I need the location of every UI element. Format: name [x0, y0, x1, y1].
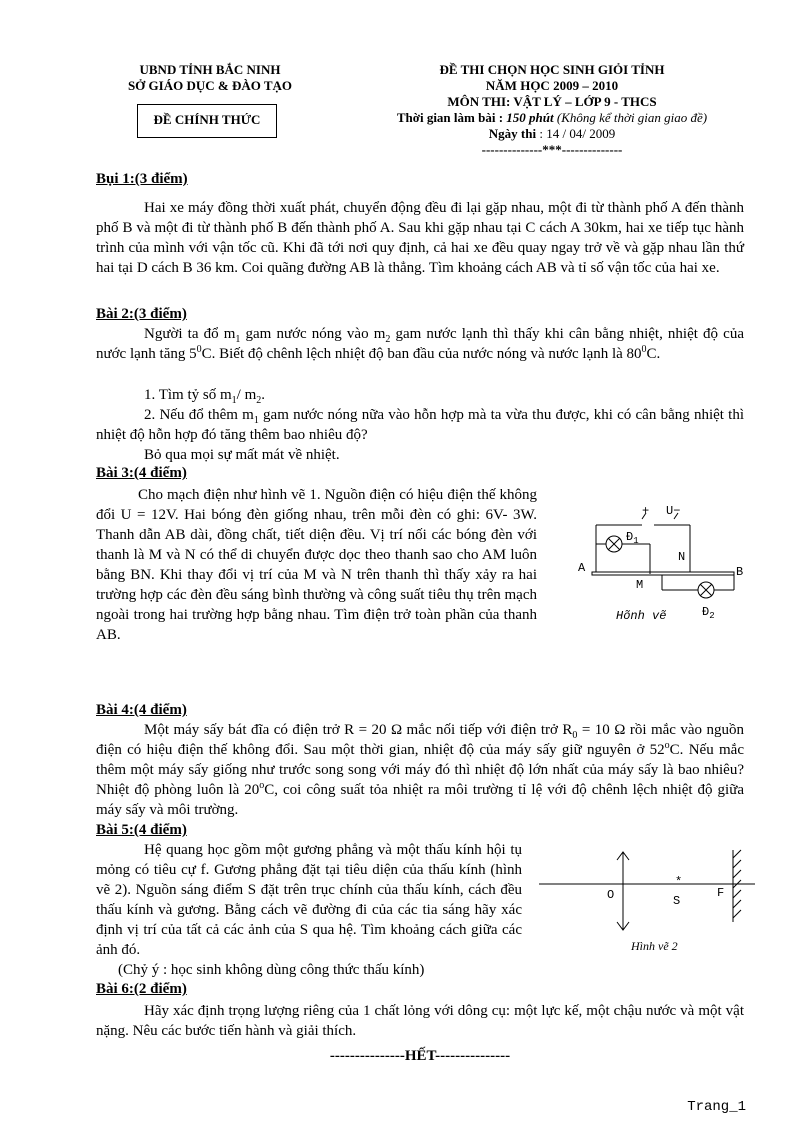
b-label: B: [736, 565, 744, 579]
converging-lens-icon: [617, 852, 629, 930]
q2-title: Bài 2:(3 điểm): [96, 306, 187, 322]
plane-mirror-icon: [733, 850, 741, 922]
exam-title: ĐỀ THI CHỌN HỌC SINH GIỎI TỈNH: [439, 62, 665, 77]
u-label: U−: [666, 504, 681, 518]
official-exam-box: ĐỀ CHÍNH THỨC: [137, 104, 277, 138]
subject: MÔN THI: VẬT LÝ – LỚP 9 - THCS: [447, 94, 657, 109]
a-label: A: [578, 561, 586, 575]
q2-note: Bỏ qua mọi sự mất mát về nhiệt.: [144, 447, 340, 463]
lamp-d2-icon: [698, 582, 714, 598]
m-label: M: [636, 578, 644, 592]
q5-title: Bài 5:(4 điểm): [96, 822, 187, 838]
q2-text: Người ta đổ $m_1$ gam nước nóng vào $m_2$ gam nước lạnh thì thấy khi cân bằng nhiệt, nhiệt độ của nước lạnh tăng $5^0C$. Biết độ chênh lệch nhiệt độ ban đầu của nước nóng và nước lạnh là $80^0C$.: [96, 326, 744, 362]
s-label: S: [673, 894, 681, 908]
q6-title: Bài 6:(2 điểm): [96, 981, 187, 997]
department-name: UBND TỈNH BẮC NINH SỞ GIÁO DỤC & ĐÀO TẠO: [127, 62, 293, 93]
circuit-figure-1: [570, 500, 760, 630]
page-number: Trang_1: [687, 1099, 746, 1115]
n-label: N: [678, 550, 686, 564]
source-point-icon: *: [675, 875, 683, 889]
lamp-d1-icon: [606, 536, 622, 552]
q2-item1: 1. Tìm tỷ số $m_1/$ $m_2$.: [144, 387, 265, 406]
d2-label: $Đ_2$: [702, 605, 715, 621]
q1-text: Hai xe máy đồng thời xuất phát, chuyển động đều đi lại gặp nhau, một đi từ thành phố A đến thành phố B và một đi từ thành phố B đến thành phố A. Sau khi gặp nhau tại C cách A 30km, hai xe tiếp tục hành trình của mình với vận tốc cũ. Khi đã tới nơi quy định, cả hai xe đều quay ngay trở về và gặp nhau lần thứ hai tại D cách B 36 km. Coi quãng đường AB là thẳng. Tìm khoảng cách AB và tỉ số vận tốc của hai xe.: [96, 200, 744, 276]
q4-text: Một máy sấy bát đĩa có điện trở R = 20 Ω mắc nối tiếp với điện trở $R_0 = 10$ Ω rồi mắc vào nguồn điện có hiệu điện thế không đổi. Sau một thời gian, nhiệt độ của máy sấy giữ nguyên ở 52$^o$C. Nếu mắc thêm một máy sấy giống như trước song song với máy đó thì nhiệt độ lớn nhất của máy sấy là bao nhiêu? Nhiệt độ phòng luôn là 20$^o$C, coi công suất tỏa nhiệt ra môi trường tỉ lệ với độ chênh lệch nhiệt độ giữa máy sấy và môi trường.: [96, 722, 744, 818]
school-year: NĂM HỌC 2009 – 2010: [485, 78, 619, 93]
plus-label: +: [642, 504, 650, 518]
optics-figure-2: [535, 840, 760, 960]
f-label: F: [717, 886, 725, 900]
q5-text: Hệ quang học gồm một gương phẳng và một thấu kính hội tụ mỏng có tiêu cự f. Gương phẳng đặt tại tiêu diện của thấu kính (hình vẽ 2). Nguồn sáng điểm S đặt trên trục chính của thấu kính, cách đều thấu kính và gương. Bằng cách vẽ đường đi của các tia sáng hãy xác định vị trí của tất cả các ảnh của S qua hệ. Tìm khoảng cách giữa các ảnh đó.: [96, 842, 522, 958]
figure-2-caption: Hình vẽ 2: [631, 939, 678, 953]
header-separator: --------------***--------------: [481, 142, 623, 157]
q1-title: Bụi 1:(3 điểm): [96, 171, 188, 187]
d1-label: $Đ_1$: [626, 530, 639, 546]
q2-item2: 2. Nếu đổ thêm $m_1$ gam nước nóng nữa vào hỗn hợp mà ta vừa thu được, khi có cân bằng nhiệt thì nhiệt độ hỗn hợp đó tăng thêm bao nhiêu độ?: [96, 407, 745, 443]
o-label: O: [607, 888, 615, 902]
figure-1-caption: Hõnh vẽ: [616, 609, 667, 623]
q5-note: (Chỷ ý : học sinh không dùng công thức thấu kính): [118, 962, 425, 978]
exam-date: Ngày thi : 14 / 04/ 2009: [488, 126, 616, 141]
q3-text: Cho mạch điện như hình vẽ 1. Nguồn điện có hiệu điện thế không đổi U = 12V. Hai bóng đèn giống nhau, trên mỗi đèn có ghi: 6V- 3W. Thanh dẫn AB dài, đồng chất, tiết diện đều. Vị trí nối các bóng đèn với thanh là M và N có thể di chuyển được dọc theo thanh sao cho AM luôn bằng BN. Khi thay đổi vị trí của M và N trên thanh thì thấy xảy ra hai trường hợp các đèn đều sáng bình thường và công suất tiêu thụ trên mạch ngoài trong hai trường hợp bằng nhau. Tìm điện trở toàn phần của thanh AB.: [96, 487, 537, 643]
conductor-bar-ab: [592, 572, 734, 575]
q3-title: Bài 3:(4 điểm): [96, 465, 187, 481]
q4-title: Bài 4:(4 điểm): [96, 702, 187, 718]
end-marker: ---------------HẾT---------------: [329, 1048, 511, 1064]
exam-header: [360, 62, 744, 158]
time-limit: Thời gian làm bài : 150 phút (Không kể thời gian giao đề): [396, 110, 708, 125]
q6-text: Hãy xác định trọng lượng riêng của 1 chất lỏng với dông cụ: một lực kế, một chậu nước và một vật nặng. Nêu các bước tiến hành và giải thích.: [96, 1003, 744, 1039]
